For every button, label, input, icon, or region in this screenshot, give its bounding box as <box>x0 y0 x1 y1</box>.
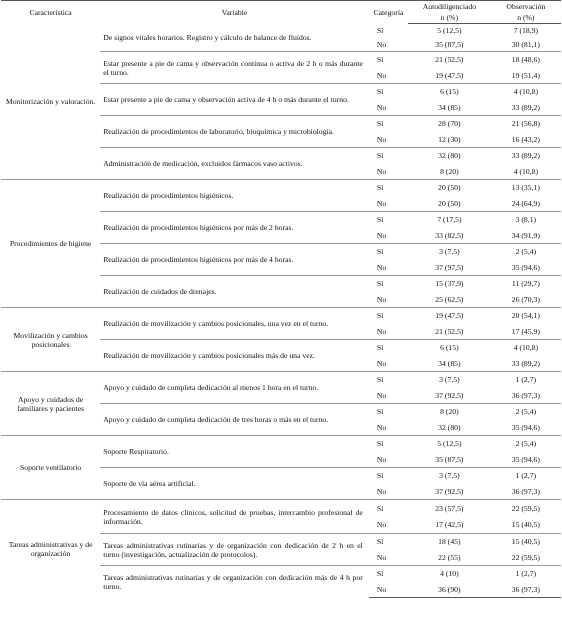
observacion-value: 21 (56,8) <box>491 116 561 132</box>
observacion-value: 1 (2,7) <box>491 566 561 582</box>
category-cell: Sí <box>369 84 408 100</box>
observacion-value: 35 (94,6) <box>511 454 540 464</box>
category-cell: No <box>376 486 387 496</box>
observacion-value: 15 (40,5) <box>491 534 561 550</box>
observacion-value: 36 (97,3) <box>511 390 540 400</box>
header-observacion: Observación <box>491 1 561 13</box>
autodiligenciado-value: 3 (7,5) <box>408 372 491 388</box>
header-caracteristica: Característica <box>1 1 100 24</box>
autodiligenciado-value: 37 (97,5) <box>435 262 464 272</box>
category-cell: Sí <box>369 404 408 420</box>
header-variable: Variable <box>100 1 369 24</box>
table-row <box>1 180 561 196</box>
observacion-value: 2 (5,4) <box>491 244 561 260</box>
observacion-value: 4 (10,8) <box>513 166 539 176</box>
observacion-value: 18 (48,6) <box>491 52 561 68</box>
autodiligenciado-value: 33 (82,5) <box>435 230 464 240</box>
observacion-value: 36 (97,3) <box>511 486 540 496</box>
table-row <box>1 436 561 452</box>
observacion-value: 24 (64,9) <box>511 198 540 208</box>
autodiligenciado-value: 7 (17,5) <box>408 212 491 228</box>
variable-cell: Apoyo y cuidado de completa dedicación al menos 1 hora en el turno. <box>100 372 369 404</box>
data-table <box>1 0 561 598</box>
variable-cell: Tareas administrativas rutinarias y de organización con dedicación de 2 h en el turno (investigación, actualización de protocolos). <box>100 534 369 566</box>
autodiligenciado-value: 34 (85) <box>438 102 461 112</box>
autodiligenciado-value: 21 (52,5) <box>408 52 491 68</box>
observacion-value: 15 (40,5) <box>511 520 540 530</box>
observacion-value: 22 (59,5) <box>491 500 561 517</box>
observacion-value: 4 (10,8) <box>491 340 561 356</box>
variable-cell: Administración de medicación, excluidos fármacos vaso activos. <box>100 148 369 180</box>
variable-cell: Soporte Respiratorio. <box>100 436 369 468</box>
category-cell: No <box>376 166 387 176</box>
table-row <box>1 24 561 38</box>
autodiligenciado-value: 17 (42,5) <box>435 520 464 530</box>
autodiligenciado-value: 3 (7,5) <box>408 244 491 260</box>
autodiligenciado-value: 6 (15) <box>408 340 491 356</box>
autodiligenciado-value: 19 (47,5) <box>435 70 464 80</box>
variable-cell: Realización de movilización y cambios posicionales, una vez en el turno. <box>100 308 369 340</box>
category-cell: Sí <box>369 340 408 356</box>
category-cell: Sí <box>369 534 408 550</box>
observacion-value: 33 (89,2) <box>491 148 561 164</box>
variable-cell: Realización de procedimientos higiénicos. <box>100 180 369 212</box>
group-label: Tareas administrativas y de organización <box>1 500 100 598</box>
autodiligenciado-value: 6 (15) <box>408 84 491 100</box>
variable-cell: Realización de procedimientos higiénicos por más de 2 horas. <box>100 212 369 244</box>
category-cell: Sí <box>369 212 408 228</box>
observacion-value: 1 (2,7) <box>491 468 561 484</box>
group-label: Apoyo y cuidados de familiares y pacientes <box>1 372 100 436</box>
category-cell: No <box>369 582 408 598</box>
observacion-value: 20 (54,1) <box>491 308 561 324</box>
autodiligenciado-value: 20 (50) <box>438 198 461 208</box>
autodiligenciado-value: 15 (37,9) <box>408 276 491 292</box>
autodiligenciado-value: 25 (62,5) <box>435 294 464 304</box>
autodiligenciado-value: 35 (87,5) <box>435 454 464 464</box>
header-n-pct-auto: n (%) <box>408 12 491 24</box>
group-label: Monitorización y valoración. <box>5 96 96 106</box>
variable-cell: Realización de movilización y cambios posicionales más de una vez. <box>100 340 369 372</box>
variable-cell: Realización de procedimientos higiénicos por más de 4 horas. <box>100 244 369 276</box>
category-cell: Sí <box>369 308 408 324</box>
observacion-value: 33 (89,2) <box>511 358 540 368</box>
autodiligenciado-value: 22 (55) <box>438 552 461 562</box>
autodiligenciado-value: 36 (90) <box>408 582 491 598</box>
autodiligenciado-value: 20 (50) <box>408 180 491 196</box>
autodiligenciado-value: 18 (45) <box>408 534 491 550</box>
category-cell: Sí <box>369 244 408 260</box>
observacion-value: 33 (89,2) <box>511 102 540 112</box>
observacion-value: 35 (94,6) <box>511 422 540 432</box>
category-cell: No <box>376 70 387 80</box>
category-cell: Sí <box>369 436 408 452</box>
category-cell: No <box>376 230 387 240</box>
variable-cell: Tareas administrativas rutinarias y de organización con dedicación más de 4 h por turno. <box>100 566 369 598</box>
variable-cell: Procesamiento de datos clínicos, solicitud de pruebas, intercambio profesional de información. <box>100 500 369 534</box>
autodiligenciado-value: 21 (52,5) <box>435 326 464 336</box>
table-row <box>1 372 561 388</box>
category-cell: Sí <box>369 468 408 484</box>
category-cell: No <box>376 358 387 368</box>
autodiligenciado-value: 4 (10) <box>408 566 491 582</box>
category-cell: No <box>376 454 387 464</box>
autodiligenciado-value: 5 (12,5) <box>437 26 462 36</box>
variable-cell: Apoyo y cuidado de completa dedicación de tres horas o más en el turno. <box>100 404 369 436</box>
autodiligenciado-value: 28 (70) <box>408 116 491 132</box>
observacion-value: 16 (43,2) <box>511 134 540 144</box>
table-row <box>1 500 561 517</box>
variable-cell: Realización de procedimientos de laboratorio, bioquímica y microbiología. <box>100 116 369 148</box>
variable-cell: Estar presente a pie de cama y observación activa de 4 h o más durante el turno. <box>100 84 369 116</box>
table-row <box>1 308 561 324</box>
category-cell: Sí <box>369 500 408 517</box>
observacion-value: 4 (10,8) <box>491 84 561 100</box>
autodiligenciado-value: 37 (92,5) <box>435 486 464 496</box>
autodiligenciado-value: 12 (30) <box>438 134 461 144</box>
autodiligenciado-value: 5 (12,5) <box>408 436 491 452</box>
category-cell: Sí <box>369 52 408 68</box>
autodiligenciado-value: 32 (80) <box>408 148 491 164</box>
autodiligenciado-value: 23 (57,5) <box>408 500 491 517</box>
group-label: Soporte ventilatorio <box>1 436 100 500</box>
category-cell: No <box>376 294 387 304</box>
observacion-value: 7 (18,9) <box>513 26 539 36</box>
autodiligenciado-value: 19 (47,5) <box>408 308 491 324</box>
variable-cell: Estar presente a pie de cama y observación continua o activa de 2 h o más durante el turno. <box>100 52 369 84</box>
autodiligenciado-value: 35 (87,5) <box>435 39 464 49</box>
table-body <box>1 24 561 598</box>
header-categoria: Categoría <box>369 1 408 24</box>
category-cell: No <box>376 262 387 272</box>
observacion-value: 1 (2,7) <box>491 372 561 388</box>
header-autodiligenciado: Autodiligenciado <box>408 1 491 13</box>
group-label: Movilización y cambios posicionales <box>1 308 100 372</box>
autodiligenciado-value: 3 (7,5) <box>408 468 491 484</box>
observacion-value: 2 (5,4) <box>491 404 561 420</box>
category-cell: No <box>376 552 387 562</box>
category-cell: Sí <box>376 26 384 35</box>
autodiligenciado-value: 8 (20) <box>408 404 491 420</box>
observacion-value: 34 (91,9) <box>511 230 540 240</box>
observacion-value: 2 (5,4) <box>491 436 561 452</box>
category-cell: No <box>376 198 387 208</box>
observacion-value: 30 (81,1) <box>511 39 540 49</box>
category-cell: Sí <box>369 116 408 132</box>
observacion-value: 11 (29,7) <box>491 276 561 292</box>
category-cell: No <box>376 422 387 432</box>
observacion-value: 35 (94,6) <box>511 262 540 272</box>
observacion-value: 26 (70,3) <box>511 294 540 304</box>
category-cell: No <box>376 326 387 336</box>
category-cell: No <box>376 520 387 530</box>
category-cell: No <box>376 134 387 144</box>
category-cell: No <box>376 102 387 112</box>
autodiligenciado-value: 8 (20) <box>440 166 459 176</box>
observacion-value: 19 (51,4) <box>511 70 540 80</box>
category-cell: Sí <box>369 148 408 164</box>
header-n-pct-obs: n (%) <box>491 12 561 24</box>
autodiligenciado-value: 32 (80) <box>438 422 461 432</box>
category-cell: No <box>376 39 387 49</box>
variable-cell: Soporte de vía aérea artificial. <box>100 468 369 500</box>
observacion-value: 3 (8,1) <box>491 212 561 228</box>
autodiligenciado-value: 37 (92,5) <box>435 390 464 400</box>
category-cell: Sí <box>369 276 408 292</box>
category-cell: No <box>376 390 387 400</box>
variable-cell: De signos vitales horarios. Registro y cálculo de balance de fluidos. <box>103 32 312 42</box>
observacion-value: 22 (59,5) <box>511 552 540 562</box>
category-cell: Sí <box>369 566 408 582</box>
observacion-value: 17 (45,9) <box>511 326 540 336</box>
observacion-value: 36 (97,3) <box>491 582 561 598</box>
category-cell: Sí <box>369 372 408 388</box>
autodiligenciado-value: 34 (85) <box>438 358 461 368</box>
variable-cell: Realización de cuidados de drenajes. <box>100 276 369 308</box>
group-label: Procedimientos de higiene <box>1 180 100 308</box>
observacion-value: 13 (35,1) <box>491 180 561 196</box>
category-cell: Sí <box>369 180 408 196</box>
